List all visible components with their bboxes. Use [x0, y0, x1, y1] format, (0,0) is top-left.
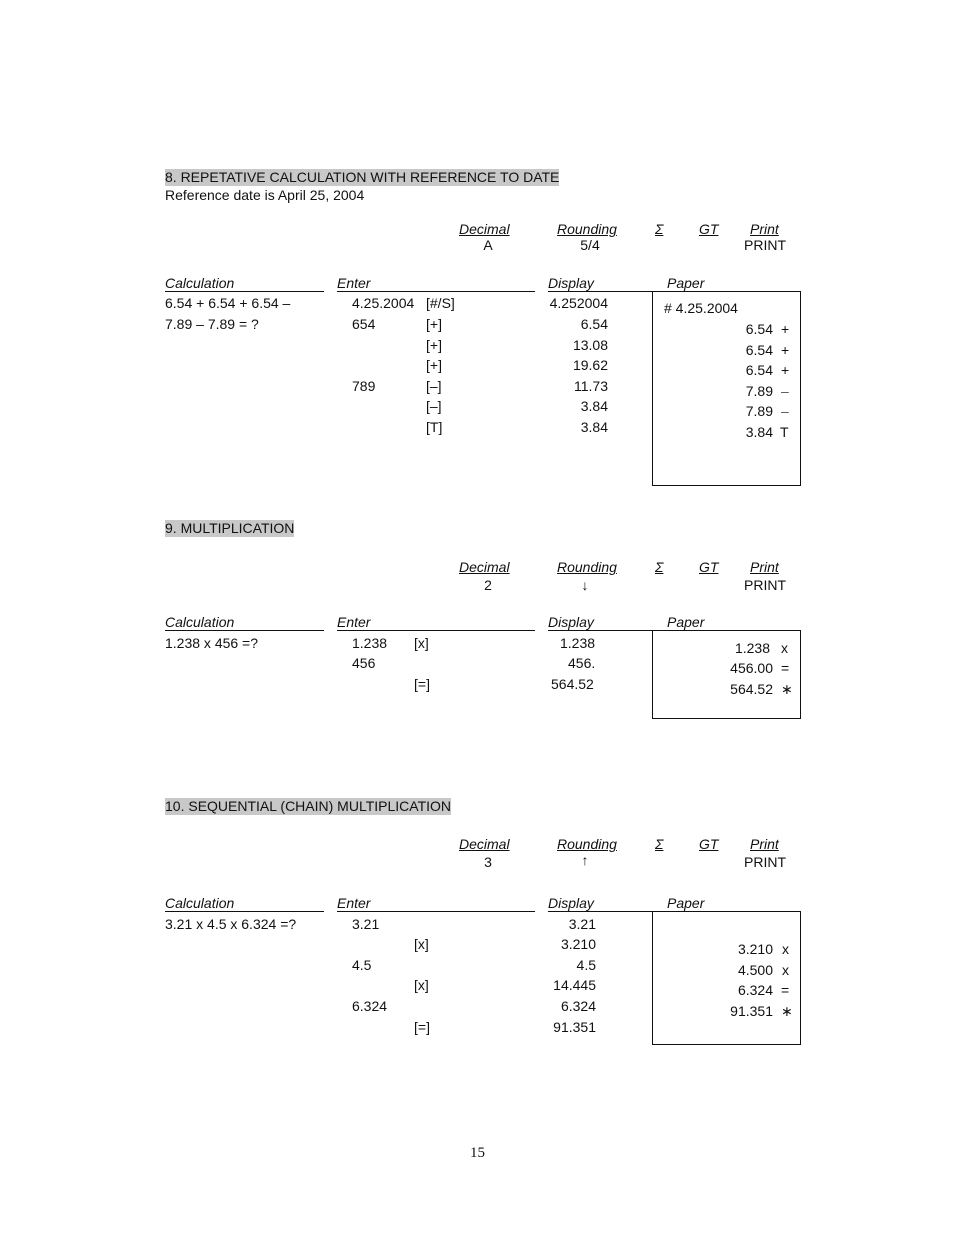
display-header: Display: [548, 275, 594, 291]
display-rule: [548, 911, 653, 912]
display-value: 3.84: [580, 398, 608, 414]
decimal-label: Decimal: [459, 559, 510, 575]
rounding-down-icon: ↓: [581, 577, 589, 593]
enter-value: 4.5: [352, 957, 372, 973]
display-value: 3.21: [568, 916, 596, 932]
rounding-value: 5/4: [580, 237, 600, 253]
display-value: 13.08: [572, 337, 608, 353]
paper-value: 456.00: [730, 660, 773, 676]
rounding-label: Rounding: [557, 836, 617, 852]
enter-key: [=]: [414, 676, 430, 692]
rounding-label: Rounding: [557, 559, 617, 575]
paper-symbol: –: [781, 383, 789, 399]
display-rule: [548, 630, 653, 631]
display-rule: [548, 291, 653, 292]
display-value: 564.52: [551, 676, 594, 692]
calculation-header: Calculation: [165, 275, 235, 291]
sigma-label: Σ: [655, 836, 664, 852]
paper-value: 3.84: [745, 424, 773, 440]
calculation-line: 1.238 x 456 =?: [165, 635, 259, 651]
paper-symbol: =: [781, 660, 790, 676]
enter-value: 3.21: [352, 916, 380, 932]
enter-value: 1.238: [352, 635, 388, 651]
print-label: Print: [750, 836, 779, 852]
print-value: PRINT: [744, 577, 786, 593]
display-value: 19.62: [572, 357, 608, 373]
enter-key: [#/S]: [426, 295, 455, 311]
enter-key: [–]: [426, 398, 442, 414]
sigma-label: Σ: [655, 559, 664, 575]
paper-value: 7.89: [745, 383, 773, 399]
paper-value: 91.351: [730, 1003, 773, 1019]
enter-key: [x]: [414, 977, 429, 993]
gt-label: GT: [699, 221, 719, 237]
display-value: 3.210: [560, 936, 596, 952]
paper-symbol: T: [780, 424, 789, 440]
rounding-label: Rounding: [557, 221, 617, 237]
paper-value: 6.324: [737, 982, 773, 998]
calculation-line: 7.89 – 7.89 = ?: [165, 316, 259, 332]
paper-symbol: –: [781, 403, 789, 419]
enter-key: [x]: [414, 936, 429, 952]
calculation-line: 6.54 + 6.54 + 6.54 –: [165, 295, 291, 311]
paper-value: 1.238: [734, 640, 770, 656]
paper-symbol: x: [782, 941, 789, 957]
calculation-rule: [165, 291, 324, 292]
paper-value: 564.52: [730, 681, 773, 697]
display-value: 1.238: [560, 635, 596, 651]
section-title: 8. REPETATIVE CALCULATION WITH REFERENCE TO DATE: [165, 169, 560, 185]
page-number: 15: [470, 1145, 485, 1161]
enter-value: 6.324: [352, 998, 388, 1014]
paper-header: Paper: [667, 614, 705, 630]
display-value: 4.252004: [549, 295, 608, 311]
rounding-up-icon: ↑: [581, 852, 589, 868]
paper-date-line: # 4.25.2004: [664, 300, 738, 316]
paper-symbol: +: [781, 362, 790, 378]
display-value: 456.: [568, 655, 596, 671]
gt-label: GT: [699, 559, 719, 575]
calculation-header: Calculation: [165, 895, 235, 911]
enter-value: 4.25.2004: [352, 295, 415, 311]
enter-key: [+]: [426, 357, 442, 373]
display-value: 91.351: [553, 1019, 596, 1035]
paper-value: 3.210: [737, 941, 773, 957]
enter-key: [+]: [426, 316, 442, 332]
calculation-header: Calculation: [165, 614, 235, 630]
section-title: 10. SEQUENTIAL (CHAIN) MULTIPLICATION: [165, 798, 452, 814]
section-subtitle: Reference date is April 25, 2004: [165, 187, 365, 203]
enter-value: 789: [352, 378, 376, 394]
display-value: 14.445: [553, 977, 596, 993]
enter-key: [–]: [426, 378, 442, 394]
paper-symbol: x: [781, 640, 788, 656]
enter-value: 456: [352, 655, 376, 671]
calculation-rule: [165, 911, 324, 912]
paper-header: Paper: [667, 275, 705, 291]
paper-symbol: x: [782, 962, 789, 978]
paper-header: Paper: [667, 895, 705, 911]
enter-header: Enter: [337, 275, 371, 291]
display-value: 11.73: [574, 378, 608, 394]
enter-rule: [337, 911, 535, 912]
decimal-label: Decimal: [459, 836, 510, 852]
enter-rule: [337, 630, 535, 631]
section-title: 9. MULTIPLICATION: [165, 520, 295, 536]
paper-symbol: +: [781, 321, 790, 337]
gt-label: GT: [699, 836, 719, 852]
enter-value: 654: [352, 316, 376, 332]
print-label: Print: [750, 221, 779, 237]
paper-value: 6.54: [745, 321, 773, 337]
paper-value: 4.500: [737, 962, 773, 978]
display-value: 4.5: [576, 957, 596, 973]
paper-value: 7.89: [745, 403, 773, 419]
display-value: 3.84: [580, 419, 608, 435]
display-header: Display: [548, 895, 594, 911]
paper-value: 6.54: [745, 342, 773, 358]
sigma-label: Σ: [655, 221, 664, 237]
paper-symbol: ∗: [781, 1003, 793, 1019]
calculation-rule: [165, 630, 324, 631]
enter-key: [=]: [414, 1019, 430, 1035]
print-value: PRINT: [744, 854, 786, 870]
enter-rule: [337, 291, 535, 292]
calculation-line: 3.21 x 4.5 x 6.324 =?: [165, 916, 297, 932]
print-label: Print: [750, 559, 779, 575]
display-header: Display: [548, 614, 594, 630]
paper-symbol: =: [781, 982, 790, 998]
enter-header: Enter: [337, 895, 371, 911]
paper-symbol: +: [781, 342, 790, 358]
enter-key: [T]: [426, 419, 443, 435]
paper-value: 6.54: [745, 362, 773, 378]
enter-header: Enter: [337, 614, 371, 630]
enter-key: [+]: [426, 337, 442, 353]
print-value: PRINT: [744, 237, 786, 253]
enter-key: [x]: [414, 635, 429, 651]
decimal-value: 2: [484, 577, 492, 593]
paper-symbol: ∗: [781, 681, 793, 697]
decimal-value: 3: [484, 854, 492, 870]
decimal-value: A: [483, 237, 493, 253]
decimal-label: Decimal: [459, 221, 510, 237]
display-value: 6.54: [580, 316, 608, 332]
display-value: 6.324: [560, 998, 596, 1014]
